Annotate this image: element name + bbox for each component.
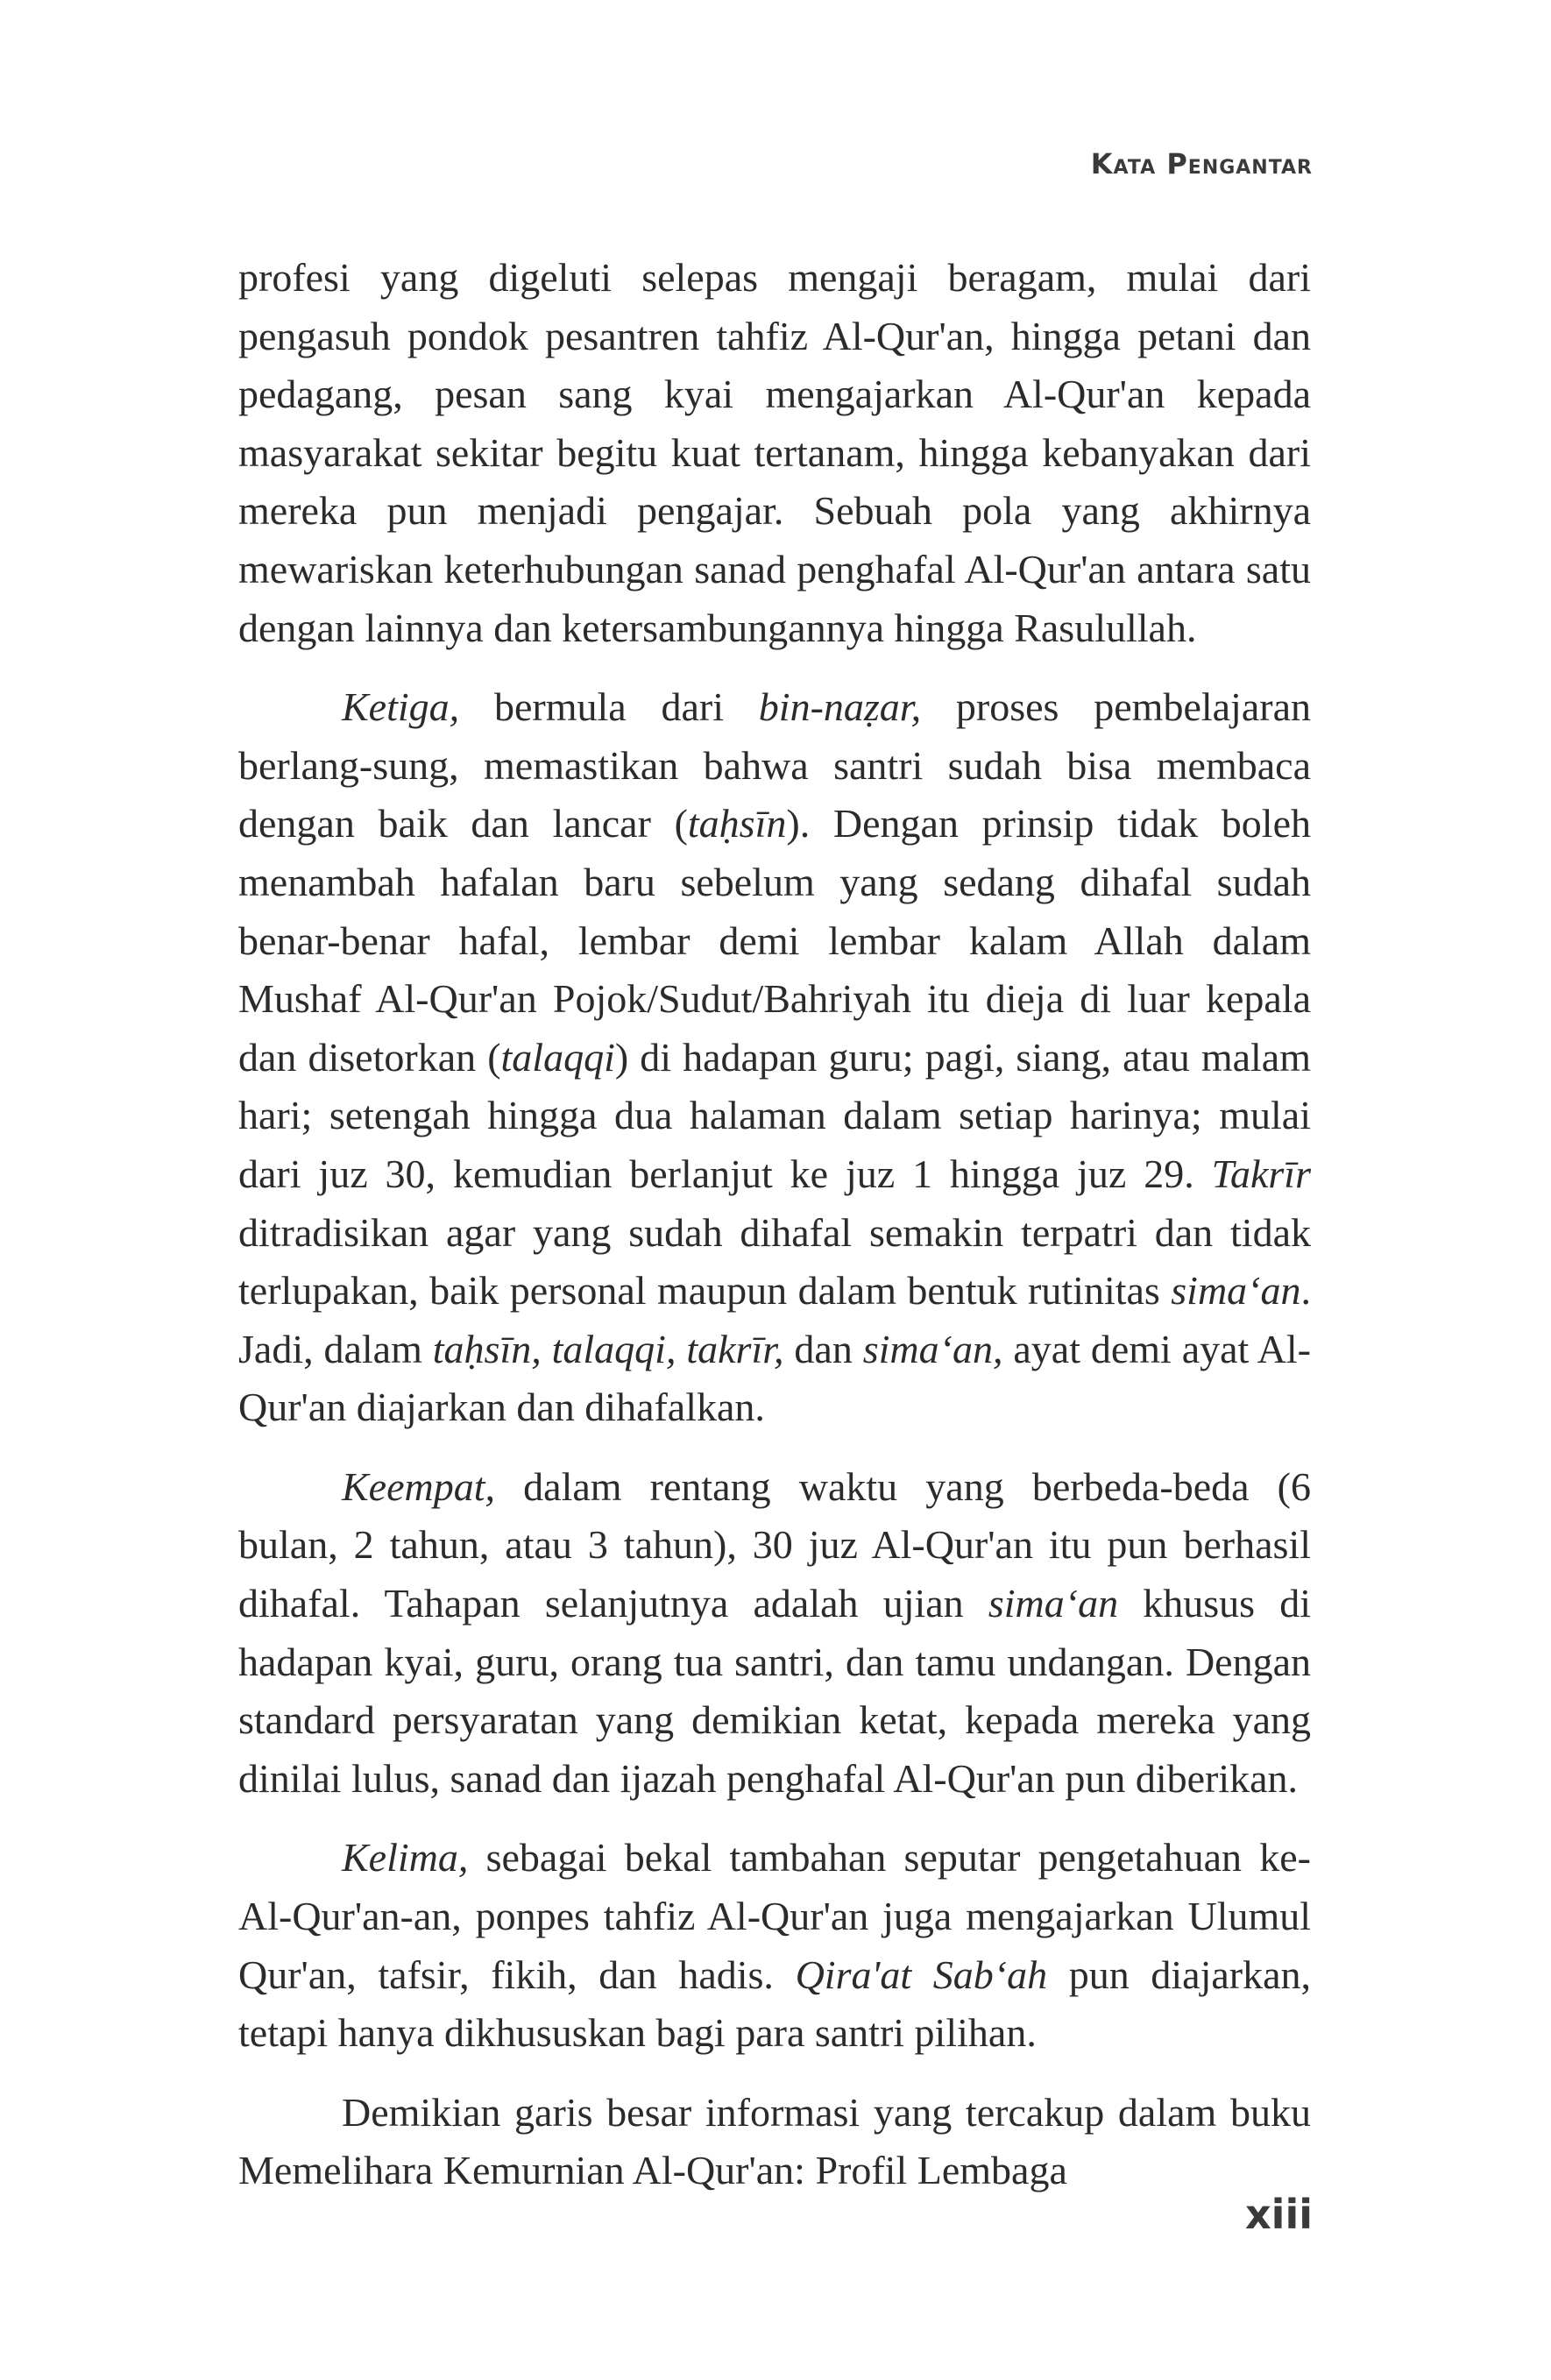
body-text: [238, 249, 1311, 2221]
running-head-title: Kata Pengantar: [1090, 147, 1313, 181]
text-run: dan: [783, 1326, 863, 1371]
paragraph-1: profesi yang digeluti selepas mengaji beragam, mulai dari pengasuh pondok pesantren tahfiz Al-Qur'an, hingga petani dan pedagang, pesan sang kyai mengajarkan Al-Qur'an kepada masyarakat sekitar begitu kuat tertanam, hingga kebanyakan dari mereka pun menjadi pengajar. Sebuah pola yang akhirnya mewariskan keterhubungan sanad penghafal Al-Qur'an antara satu dengan lainnya dan ketersambungannya hingga Rasulullah.: [238, 255, 1311, 650]
paragraph-4-lead: Kelima,: [342, 1835, 469, 1881]
paragraph-2: [238, 678, 1311, 1437]
text-run: ). Dengan prinsip tidak boleh menambah hafalan baru sebelum yang sedang dihafal sudah benar-benar hafal, lembar demi lembar kalam Allah dalam Mushaf Al-Qur'an Pojok/Sudut/Bahriyah itu dieja di luar kepala dan disetorkan (: [238, 801, 1311, 1080]
text-run: . Jadi, dalam: [238, 1268, 1311, 1371]
italic-term: Qira'at Sab‘ah: [795, 1951, 1048, 1997]
text-run: khusus di hadapan kyai, guru, orang tua santri, dan tamu undangan. Dengan standard persyaratan yang demikian ketat, kepada mereka yang dinilai lulus, sanad dan ijazah penghafal Al-Qur'an pun diberikan.: [238, 1581, 1311, 1801]
text-run: proses pembelajaran berlang-sung, memastikan bahwa santri sudah bisa membaca dengan baik dan lancar (: [238, 684, 1311, 846]
text-run: sebagai bekal tambahan seputar pengetahuan ke-Al-Qur'an-an, ponpes tahfiz Al-Qur'an juga mengajarkan Ulumul Qur'an, tafsir, fikih, dan hadis.: [238, 1835, 1311, 1997]
text-run: ayat demi ayat Al-Qur'an diajarkan dan dihafalkan.: [238, 1326, 1311, 1430]
italic-term: Takrīr: [1211, 1151, 1311, 1196]
italic-term: taḥsīn, talaqqi, takrīr,: [432, 1326, 784, 1371]
text-run: dalam rentang waktu yang berbeda-beda (6 bulan, 2 tahun, atau 3 tahun), 30 juz Al-Qur'an itu pun berhasil dihafal. Tahapan selanjutnya adalah ujian: [238, 1463, 1311, 1626]
paragraph-4: [238, 1829, 1311, 2062]
italic-term: sima‘an: [988, 1581, 1119, 1626]
paragraph-3-lead: Keempat,: [342, 1463, 496, 1509]
italic-term: sima‘an: [1171, 1268, 1301, 1314]
paragraph-3: [238, 1458, 1311, 1809]
page-number: xiii: [1245, 2191, 1313, 2238]
italic-term: talaqqi: [500, 1034, 615, 1080]
text-run: ) di hadapan guru; pagi, siang, atau malam hari; setengah hingga dua halaman dalam setiap harinya; mulai dari juz 30, kemudian berlanjut ke juz 1 hingga juz 29.: [238, 1034, 1311, 1196]
text-run: bermula dari: [459, 684, 759, 730]
paragraph-2-lead: Ketiga,: [342, 684, 460, 730]
italic-term: sima‘an,: [862, 1326, 1003, 1371]
paragraph-5: Demikian garis besar informasi yang tercakup dalam buku Memelihara Kemurnian Al-Qur'an: Profil Lembaga: [238, 2089, 1311, 2193]
text-run: pun diajarkan, tetapi hanya dikhususkan bagi para santri pilihan.: [238, 1951, 1312, 2056]
italic-term: bin-naẓar,: [758, 684, 922, 730]
text-run: ditradisikan agar yang sudah dihafal semakin terpatri dan tidak terlupakan, baik personal maupun dalam bentuk rutinitas: [238, 1209, 1311, 1314]
italic-term: taḥsīn: [687, 801, 787, 846]
